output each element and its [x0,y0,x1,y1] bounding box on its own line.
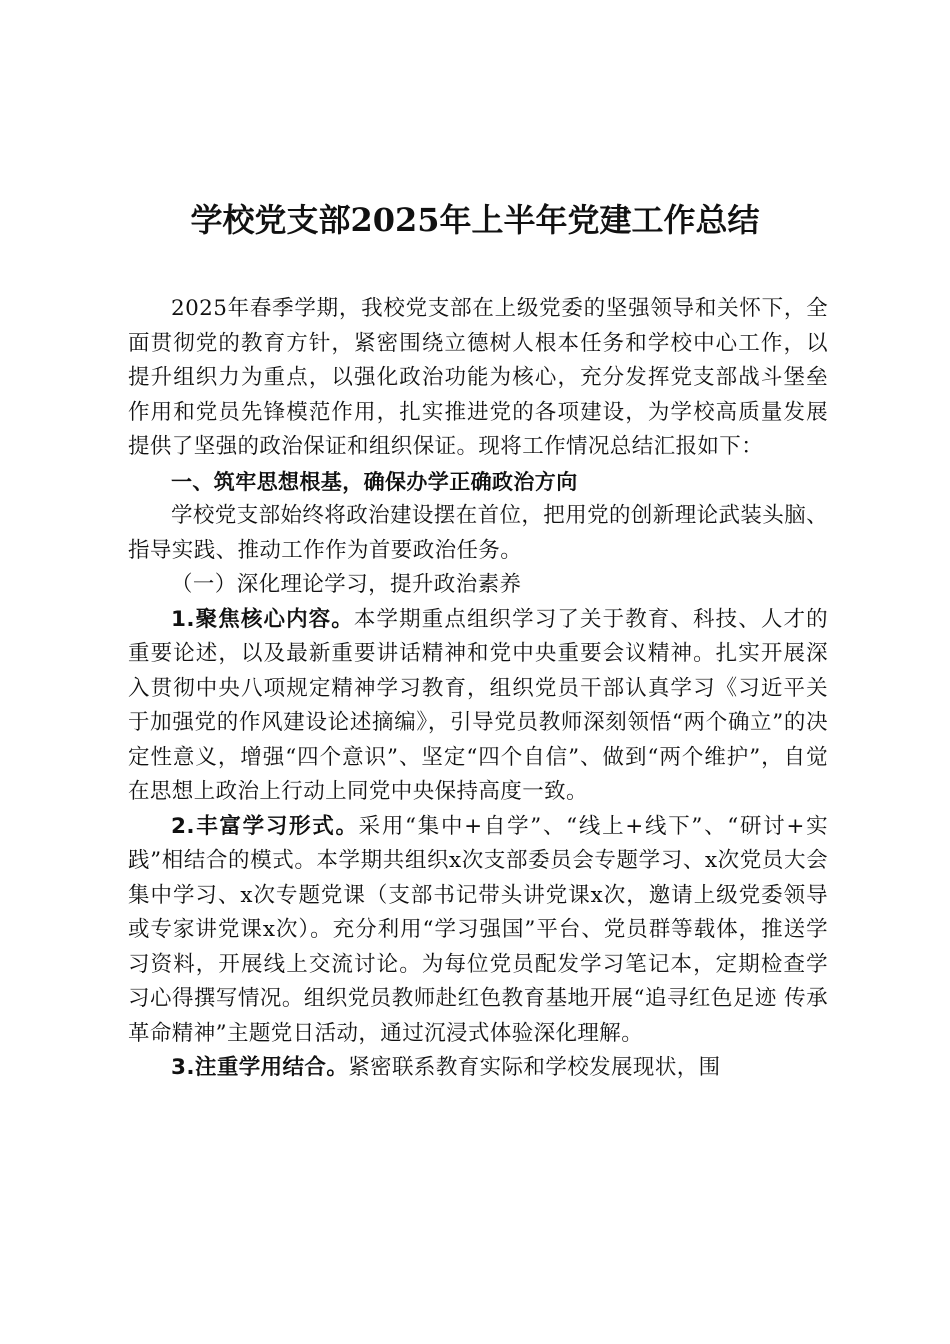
item-lead-1: 1.聚焦核心内容。 [171,606,354,632]
section-heading: 一、筑牢思想根基，确保办学正确政治方向 [171,469,578,494]
item-paragraph-3 [128,1051,828,1086]
subsection-heading: （一）深化理论学习，提升政治素养 [171,572,522,597]
item-paragraph-2 [128,810,828,1052]
document-title: 学校党支部2025年上半年党建工作总结 [190,201,760,239]
intro-paragraph: 2025年春季学期，我校党支部在上级党委的坚强领导和关怀下，全面贯彻党的教育方针，紧密围绕立德树人根本任务和学校中心工作，以提升组织力为重点，以强化政治功能为核心，充分发挥党支部战斗堡垒作用和党员先锋模范作用，扎实推进党的各项建设，为学校高质量发展提供了坚强的政治保证和组织保证。现将工作情况总结汇报如下： [128,296,828,459]
item-text-1: 本学期重点组织学习了关于教育、科技、人才的重要论述，以及最新重要讲话精神和党中央重要会议精神。扎实开展深入贯彻中央八项规定精神学习教育，组织党员干部认真学习《习近平关于加强党的作风建设论述摘编》，引导党员教师深刻领悟“两个确立”的决定性意义，增强“四个意识”、坚定“四个自信”、做到“两个维护”，自觉在思想上政治上行动上同党中央保持高度一致。 [128,606,828,804]
document-body [128,292,828,1086]
item-text-2: 采用“集中+自学”、“线上+线下”、“研讨+实践”相结合的模式。本学期共组织x次支部委员会专题学习、x次党员大会集中学习、x次专题党课（支部书记带头讲党课x次，邀请上级党委领导或专家讲党课x次）。充分利用“学习强国”平台、党员群等载体，推送学习资料，开展线上交流讨论。为每位党员配发学习笔记本，定期检查学习心得撰写情况。组织党员教师赴红色教育基地开展“追寻红色足迹 传承革命精神”主题党日活动，通过沉浸式体验深化理解。 [128,813,829,1046]
section-paragraph: 学校党支部始终将政治建设摆在首位，把用党的创新理论武装头脑、指导实践、推动工作作为首要政治任务。 [128,503,829,563]
item-paragraph-1 [128,603,828,810]
item-text-3: 紧密联系教育实际和学校发展现状，围 [348,1055,721,1080]
item-lead-2: 2.丰富学习形式。 [171,813,359,839]
item-lead-3: 3.注重学用结合。 [171,1055,349,1080]
